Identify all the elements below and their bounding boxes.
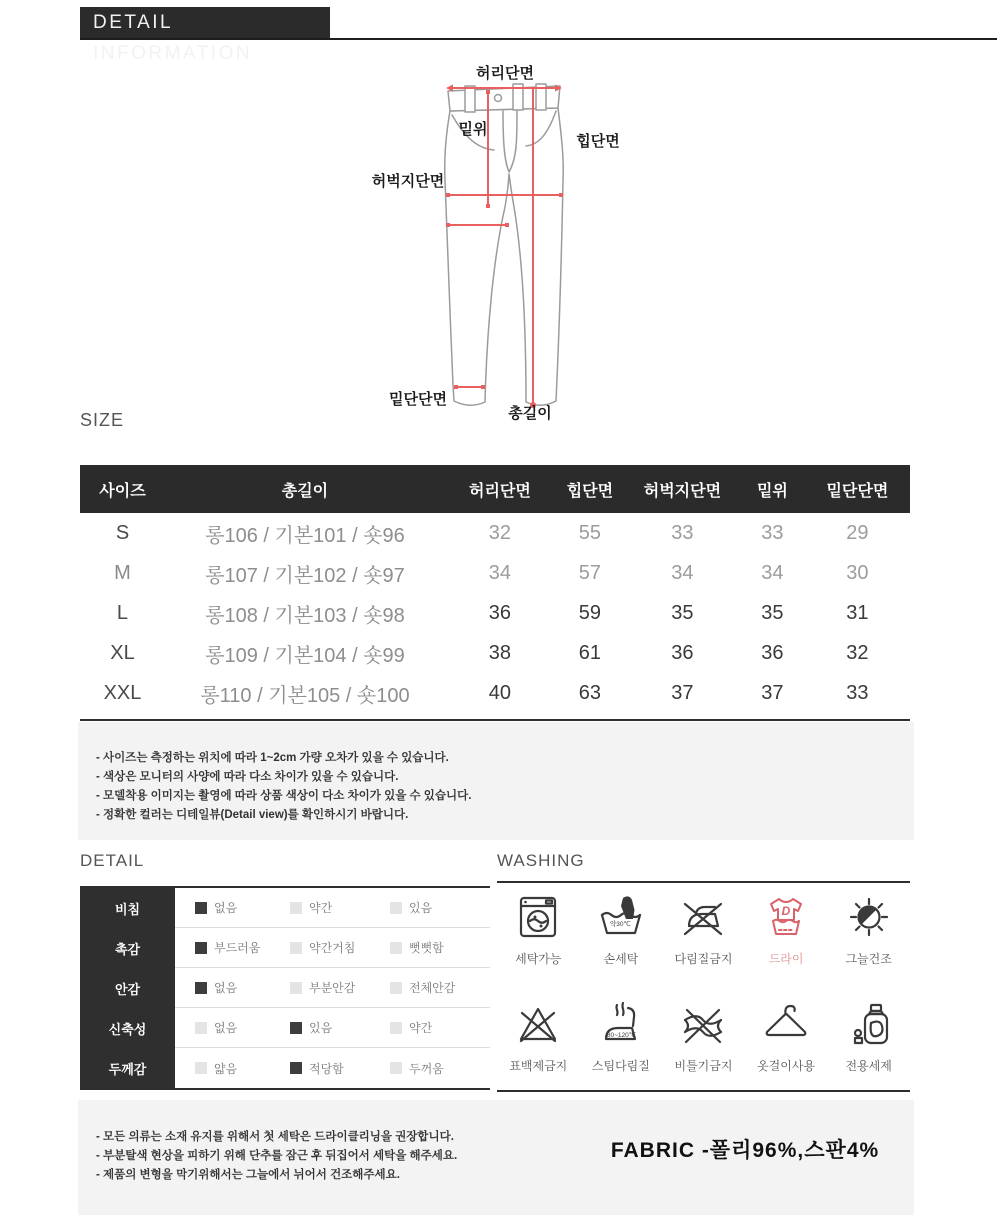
detail-option (390, 1060, 480, 1077)
size-cell: L (116, 601, 129, 624)
waist-cell: 38 (488, 641, 512, 664)
header-divider (80, 38, 997, 40)
detail-option (195, 1060, 290, 1077)
checkbox-square-icon (390, 982, 402, 994)
detail-table (80, 886, 490, 1090)
hem-cell: 33 (846, 681, 869, 704)
washing-item-label: 전용세제 (845, 1059, 892, 1073)
fabric-info: FABRIC -폴리96%,스판4% (610, 1139, 880, 1162)
note-line: - 모든 의류는 소재 유지를 위해서 첫 세탁은 드라이클리닝을 권장합니다. (96, 1131, 454, 1143)
rise-cell: 34 (761, 561, 784, 584)
size-table-header-cell: 밑위 (756, 482, 788, 500)
detail-row-label: 두께감 (80, 1048, 175, 1088)
detail-option (290, 979, 390, 996)
pants-diagram (370, 55, 670, 425)
detail-row-label: 안감 (80, 968, 175, 1008)
no-bleach-icon (514, 1000, 562, 1048)
care-notes (78, 1100, 914, 1215)
checkbox-square-icon (390, 1022, 402, 1034)
detail-option (390, 979, 480, 996)
washing-section-title: WASHING (497, 851, 585, 870)
checkbox-square-icon (290, 902, 302, 914)
detail-option-label: 없음 (214, 901, 238, 915)
checkbox-square-icon (195, 1062, 207, 1074)
detail-option-label: 없음 (214, 1021, 238, 1035)
detail-option (195, 1019, 290, 1036)
checkbox-square-icon (195, 942, 207, 954)
size-table-row (80, 673, 910, 713)
checkbox-square-icon (290, 1062, 302, 1074)
checkbox-square-icon (195, 982, 207, 994)
hanger-icon (762, 1000, 810, 1048)
pants-outline (445, 108, 564, 405)
machine-wash-icon (514, 893, 562, 941)
detail-row (80, 1048, 490, 1088)
detail-option-label: 약간거침 (309, 941, 356, 955)
size-notes (78, 722, 914, 840)
detail-option-label: 두꺼움 (409, 1061, 444, 1076)
detail-row-label: 비침 (80, 888, 175, 928)
washing-item (827, 1000, 910, 1074)
hem-cell: 32 (846, 641, 869, 664)
checkbox-square-icon (195, 1022, 207, 1034)
size-table-header-cell: 힙단면 (566, 482, 614, 500)
rise-cell: 37 (761, 681, 784, 704)
detail-option-label: 약간 (309, 901, 333, 915)
diagram-label-waist: 허리단면 (476, 65, 534, 82)
washing-item-label: 비틀기금지 (674, 1059, 733, 1073)
length-cell: 롱108 / 기본103 / 숏98 (205, 604, 405, 627)
length-cell: 롱109 / 기본104 / 숏99 (205, 644, 405, 667)
size-section-title: SIZE (80, 410, 125, 430)
detail-row-options (175, 928, 490, 968)
size-table-header (80, 465, 910, 513)
washing-item-label: 그늘건조 (845, 952, 892, 966)
hip-cell: 63 (578, 681, 602, 704)
hip-cell: 59 (578, 601, 602, 624)
diagram-label-hem: 밑단단면 (389, 391, 447, 408)
thigh-cell: 33 (671, 521, 694, 544)
washing-item (745, 893, 828, 967)
checkbox-square-icon (290, 1022, 302, 1034)
size-table-header-cell: 밑단단면 (826, 482, 889, 500)
note-line: - 부분탈색 현상을 피하기 위해 단추를 잠근 후 뒤집어서 세탁을 해주세요. (96, 1150, 458, 1162)
detail-option (290, 899, 390, 916)
washing-item (580, 1000, 663, 1074)
checkbox-square-icon (290, 942, 302, 954)
washing-item (745, 1000, 828, 1074)
size-table-header-cell: 허리단면 (469, 482, 531, 500)
no-wring-icon (679, 1000, 727, 1048)
no-iron-icon (679, 893, 727, 941)
washing-item (827, 893, 910, 967)
size-table-header-cell: 허벅지단면 (643, 482, 722, 500)
washing-item (497, 893, 580, 967)
washing-divider-top (497, 881, 910, 883)
checkbox-square-icon (195, 902, 207, 914)
size-cell: M (114, 561, 131, 584)
detail-option (290, 939, 390, 956)
length-cell: 롱110 / 기본105 / 숏100 (200, 684, 410, 707)
size-table-header-cell: 총길이 (281, 482, 329, 500)
shade-dry-icon (845, 893, 893, 941)
hem-cell: 30 (846, 561, 869, 584)
checkbox-square-icon (390, 942, 402, 954)
note-line: - 색상은 모니터의 사양에 따라 다소 차이가 있을 수 있습니다. (96, 771, 399, 783)
detail-option (195, 939, 290, 956)
washing-item-label: 드라이 (768, 952, 804, 966)
checkbox-square-icon (290, 982, 302, 994)
detail-option (390, 1019, 480, 1036)
length-cell: 롱106 / 기본101 / 숏96 (205, 524, 405, 547)
detail-row-options (175, 968, 490, 1008)
detail-option-label: 얇음 (214, 1061, 238, 1076)
detail-row (80, 968, 490, 1008)
rise-cell: 33 (761, 521, 784, 544)
hip-cell: 61 (578, 641, 602, 664)
washing-item (662, 1000, 745, 1074)
washing-item-label: 표백제금지 (509, 1059, 568, 1073)
detail-row (80, 1008, 490, 1048)
waist-cell: 32 (488, 521, 512, 544)
detergent-icon (845, 1000, 893, 1048)
detail-option (195, 979, 290, 996)
hip-cell: 55 (578, 521, 602, 544)
washing-item-label: 스팀다림질 (591, 1059, 650, 1073)
detail-row-options (175, 1048, 490, 1088)
length-cell: 롱107 / 기본102 / 숏97 (205, 564, 405, 587)
detail-option-label: 약간 (409, 1021, 433, 1035)
detail-option (290, 1060, 390, 1077)
detail-option (195, 899, 290, 916)
detail-option-label: 전체안감 (409, 981, 456, 995)
note-line: - 제품의 변형을 막기위해서는 그늘에서 뉘어서 건조해주세요. (96, 1169, 400, 1181)
steam-iron-temp: 80~120℃ (606, 1032, 636, 1039)
waist-cell: 40 (488, 681, 512, 704)
belt-loop (465, 86, 475, 112)
diagram-label-length: 총길이 (508, 405, 552, 422)
detail-option (290, 1019, 390, 1036)
washing-item-label: 세탁가능 (515, 952, 562, 966)
size-table-row (80, 553, 910, 593)
detail-section-title: DETAIL (80, 851, 145, 870)
hem-cell: 29 (846, 521, 869, 544)
detail-row-label: 촉감 (80, 928, 175, 968)
hand-wash-icon (597, 893, 645, 941)
waist-cell: 34 (488, 561, 512, 584)
diagram-label-thigh: 허벅지단면 (371, 173, 445, 190)
detail-row (80, 928, 490, 968)
waist-cell: 36 (488, 601, 512, 624)
size-cell: S (115, 521, 130, 544)
size-table-row (80, 513, 910, 553)
thigh-cell: 35 (671, 601, 694, 624)
washing-item (497, 1000, 580, 1074)
detail-option (390, 939, 480, 956)
washing-item-label: 손세탁 (603, 952, 639, 966)
dry-clean-letter: D (781, 904, 791, 918)
hem-cell: 31 (846, 601, 869, 624)
dry-clean-icon (762, 893, 810, 941)
page-title: DETAIL INFORMATION (80, 7, 330, 38)
detail-option-label: 뻣뻣함 (409, 941, 444, 955)
steam-iron-icon (597, 1000, 645, 1048)
note-line: - 정확한 컬러는 디테일뷰(Detail view)를 확인하시기 바랍니다. (96, 809, 409, 821)
washing-divider-bottom (497, 1090, 910, 1092)
washing-row-2 (497, 1000, 910, 1074)
detail-row-label: 신축성 (80, 1008, 175, 1048)
hand-wash-temp: 약30℃ (609, 921, 631, 928)
detail-option-label: 부드러움 (214, 941, 261, 955)
size-cell: XL (110, 641, 135, 664)
checkbox-square-icon (390, 902, 402, 914)
note-line: - 사이즈는 측정하는 위치에 따라 1~2cm 가량 오차가 있을 수 있습니다. (96, 752, 449, 764)
detail-option-label: 부분안감 (309, 981, 356, 995)
detail-option-label: 있음 (309, 1021, 333, 1035)
size-table-row (80, 593, 910, 633)
rise-cell: 35 (761, 601, 784, 624)
washing-row-1 (497, 893, 910, 967)
rise-cell: 36 (761, 641, 784, 664)
checkbox-square-icon (390, 1062, 402, 1074)
thigh-cell: 36 (671, 641, 694, 664)
detail-row-options (175, 888, 490, 928)
detail-option-label: 있음 (409, 901, 433, 915)
detail-row-options (175, 1008, 490, 1048)
size-table-row (80, 633, 910, 673)
size-cell: XXL (103, 681, 142, 704)
detail-option-label: 적당함 (309, 1061, 344, 1076)
washing-item-label: 옷걸이사용 (757, 1059, 816, 1073)
size-table (80, 465, 910, 721)
hip-cell: 57 (578, 561, 602, 584)
detail-row (80, 888, 490, 928)
thigh-cell: 34 (671, 561, 694, 584)
washing-item (580, 893, 663, 967)
thigh-cell: 37 (671, 681, 694, 704)
washing-item (662, 893, 745, 967)
note-line: - 모델착용 이미지는 촬영에 따라 상품 색상이 다소 차이가 있을 수 있습니다. (96, 790, 472, 802)
detail-option-label: 없음 (214, 981, 238, 995)
size-table-bottom-border (80, 719, 910, 721)
diagram-label-hip: 힙단면 (576, 133, 620, 150)
washing-item-label: 다림질금지 (674, 952, 733, 966)
size-table-header-cell: 사이즈 (99, 482, 146, 500)
diagram-label-rise: 밑위 (458, 121, 488, 138)
detail-option (390, 899, 480, 916)
